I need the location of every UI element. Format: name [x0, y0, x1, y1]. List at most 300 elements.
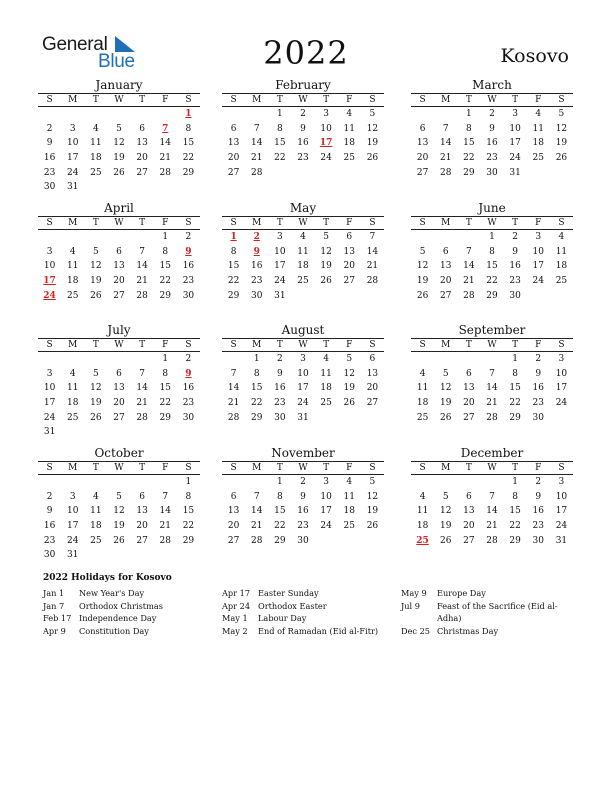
- day-cell: 1: [162, 354, 169, 365]
- day-cell: 28: [136, 412, 148, 423]
- holiday-row: [43, 600, 218, 613]
- holiday-column: [222, 587, 397, 638]
- day-cell: 26: [90, 290, 102, 301]
- day-cell: 4: [558, 232, 565, 243]
- day-cell: 3: [300, 354, 306, 365]
- day-cell: 23: [509, 276, 521, 287]
- weekday-header: F: [527, 217, 550, 230]
- day-cell: 24: [66, 167, 79, 178]
- day-cell: 24: [555, 521, 568, 532]
- empty-day-cell: [527, 288, 550, 303]
- day-cell: 21: [366, 261, 379, 272]
- day-cell: 22: [182, 153, 195, 164]
- empty-day-cell: [315, 288, 338, 303]
- weekday-header: W: [291, 217, 314, 230]
- empty-day-cell: [268, 165, 291, 180]
- day-cell: 9: [46, 138, 53, 149]
- weekday-header: W: [291, 339, 314, 352]
- month-table: [222, 338, 384, 425]
- day-cell: 20: [113, 398, 125, 409]
- day-cell: 19: [113, 153, 125, 164]
- empty-day-cell: [434, 475, 457, 490]
- day-cell: 14: [227, 383, 240, 394]
- day-cell: 29: [159, 290, 171, 301]
- holiday-date: Apr 24: [222, 600, 251, 611]
- empty-day-cell: [154, 548, 177, 563]
- day-cell: 20: [136, 521, 148, 532]
- day-cell: 14: [159, 506, 171, 517]
- weekday-header: M: [61, 339, 84, 352]
- day-cell: 11: [532, 123, 544, 134]
- day-cell: 1: [162, 232, 169, 243]
- weekday-header: F: [338, 339, 361, 352]
- day-cell: 12: [90, 383, 102, 394]
- holiday-day-cell: 2: [253, 232, 260, 243]
- weekday-header: S: [550, 339, 573, 352]
- day-cell: 7: [162, 491, 169, 502]
- empty-day-cell: [434, 107, 457, 122]
- month-january: [38, 78, 200, 195]
- empty-day-cell: [411, 475, 434, 490]
- day-cell: 13: [136, 138, 148, 149]
- day-cell: 7: [465, 246, 472, 257]
- day-cell: 12: [366, 491, 379, 502]
- month-table: [38, 216, 200, 303]
- holiday-date: Apr 9: [43, 626, 66, 637]
- day-cell: 7: [489, 491, 495, 502]
- day-cell: 22: [486, 276, 498, 287]
- day-cell: 29: [227, 290, 240, 301]
- day-cell: 16: [274, 383, 286, 394]
- day-cell: 30: [509, 290, 521, 301]
- day-cell: 19: [113, 521, 125, 532]
- empty-day-cell: [222, 107, 245, 122]
- day-cell: 13: [136, 506, 148, 517]
- weekday-header: M: [61, 462, 84, 475]
- day-cell: 27: [136, 535, 148, 546]
- day-cell: 7: [253, 123, 260, 134]
- day-cell: 27: [343, 276, 355, 287]
- empty-day-cell: [434, 230, 457, 245]
- day-cell: 20: [463, 398, 475, 409]
- day-cell: 24: [66, 535, 79, 546]
- empty-day-cell: [84, 107, 107, 122]
- weekday-header: W: [480, 462, 503, 475]
- day-cell: 26: [439, 535, 452, 546]
- empty-day-cell: [291, 288, 314, 303]
- day-cell: 26: [366, 521, 379, 532]
- month-table: [38, 93, 200, 195]
- day-cell: 5: [369, 477, 376, 488]
- month-table: [411, 216, 573, 303]
- day-cell: 4: [323, 354, 329, 365]
- day-cell: 22: [182, 521, 195, 532]
- day-cell: 28: [486, 535, 498, 546]
- holiday-day-cell: 7: [162, 123, 169, 134]
- day-cell: 10: [66, 138, 79, 149]
- holiday-date: Dec 25: [401, 626, 431, 637]
- day-cell: 17: [555, 506, 568, 517]
- day-cell: 6: [465, 368, 472, 379]
- day-cell: 7: [253, 491, 260, 502]
- month-may: [222, 201, 384, 303]
- day-cell: 24: [320, 153, 332, 164]
- day-cell: 26: [113, 535, 125, 546]
- weekday-header: W: [107, 94, 130, 107]
- weekday-header: S: [411, 94, 434, 107]
- empty-day-cell: [245, 107, 268, 122]
- day-cell: 18: [297, 261, 309, 272]
- empty-day-cell: [315, 165, 338, 180]
- day-cell: 15: [509, 383, 521, 394]
- day-cell: 15: [182, 138, 195, 149]
- day-cell: 3: [558, 477, 565, 488]
- day-cell: 11: [555, 246, 568, 257]
- empty-day-cell: [361, 533, 384, 548]
- day-cell: 27: [463, 412, 475, 423]
- day-cell: 4: [69, 368, 76, 379]
- holiday-column: [43, 587, 218, 638]
- empty-day-cell: [38, 352, 61, 367]
- holiday-name: Christmas Day: [437, 626, 499, 637]
- day-cell: 18: [90, 153, 102, 164]
- holiday-row: [401, 600, 576, 625]
- empty-day-cell: [338, 288, 361, 303]
- month-title: August: [281, 323, 325, 337]
- day-cell: 5: [116, 491, 122, 502]
- empty-day-cell: [107, 180, 130, 195]
- day-cell: 23: [182, 398, 195, 409]
- day-cell: 20: [416, 153, 429, 164]
- day-cell: 28: [159, 535, 171, 546]
- day-cell: 6: [139, 491, 145, 502]
- day-cell: 29: [159, 412, 171, 423]
- day-cell: 23: [43, 167, 56, 178]
- day-cell: 21: [486, 521, 498, 532]
- day-cell: 14: [486, 506, 498, 517]
- day-cell: 25: [66, 412, 79, 423]
- day-cell: 19: [366, 506, 379, 517]
- day-cell: 7: [489, 368, 495, 379]
- weekday-header: S: [361, 462, 384, 475]
- day-cell: 9: [300, 123, 306, 134]
- weekday-header: F: [154, 462, 177, 475]
- day-cell: 10: [43, 383, 56, 394]
- day-cell: 11: [66, 261, 79, 272]
- day-cell: 23: [297, 153, 309, 164]
- weekday-header: M: [245, 462, 268, 475]
- month-october: [38, 446, 200, 563]
- day-cell: 6: [369, 354, 376, 365]
- day-cell: 6: [346, 232, 353, 243]
- day-cell: 28: [227, 412, 240, 423]
- day-cell: 7: [442, 123, 449, 134]
- empty-day-cell: [84, 180, 107, 195]
- day-cell: 15: [182, 506, 195, 517]
- day-cell: 11: [90, 138, 102, 149]
- day-cell: 9: [535, 491, 542, 502]
- day-cell: 20: [463, 521, 475, 532]
- day-cell: 4: [300, 232, 306, 243]
- empty-day-cell: [131, 180, 154, 195]
- day-cell: 17: [66, 521, 79, 532]
- day-cell: 24: [320, 521, 332, 532]
- holiday-day-cell: 1: [185, 109, 192, 120]
- holiday-name: Easter Sunday: [258, 588, 319, 598]
- weekday-header: F: [338, 462, 361, 475]
- day-cell: 28: [250, 535, 263, 546]
- weekday-header: S: [411, 462, 434, 475]
- day-cell: 8: [185, 491, 192, 502]
- day-cell: 25: [343, 521, 355, 532]
- weekday-header: M: [434, 462, 457, 475]
- day-cell: 8: [512, 368, 518, 379]
- weekday-header: M: [245, 94, 268, 107]
- holiday-row: [43, 625, 218, 638]
- month-july: [38, 323, 200, 440]
- day-cell: 22: [274, 153, 286, 164]
- weekday-header: S: [38, 339, 61, 352]
- day-cell: 13: [227, 138, 240, 149]
- day-cell: 18: [343, 506, 355, 517]
- empty-day-cell: [131, 352, 154, 367]
- day-cell: 2: [489, 109, 495, 120]
- weekday-header: S: [222, 339, 245, 352]
- day-cell: 24: [274, 276, 286, 287]
- month-june: [411, 201, 573, 303]
- day-cell: 30: [297, 535, 309, 546]
- holiday-day-cell: 24: [43, 290, 56, 301]
- day-cell: 3: [69, 491, 76, 502]
- day-cell: 12: [90, 261, 102, 272]
- holiday-day-cell: 9: [185, 246, 192, 257]
- day-cell: 11: [343, 491, 355, 502]
- day-cell: 24: [43, 412, 56, 423]
- weekday-header: F: [527, 339, 550, 352]
- day-cell: 1: [253, 354, 260, 365]
- empty-day-cell: [550, 165, 573, 180]
- holiday-row: [401, 625, 576, 638]
- day-cell: 18: [66, 276, 79, 287]
- day-cell: 15: [227, 261, 240, 272]
- empty-day-cell: [550, 410, 573, 425]
- empty-day-cell: [177, 180, 200, 195]
- day-cell: 18: [343, 138, 355, 149]
- day-cell: 2: [276, 354, 283, 365]
- day-cell: 19: [439, 521, 452, 532]
- weekday-header: S: [38, 462, 61, 475]
- day-cell: 19: [439, 398, 452, 409]
- holiday-date: May 2: [222, 626, 248, 637]
- day-cell: 16: [182, 261, 195, 272]
- day-cell: 27: [416, 167, 429, 178]
- holiday-row: [43, 612, 218, 625]
- day-cell: 5: [323, 232, 329, 243]
- weekday-header: T: [131, 462, 154, 475]
- day-cell: 10: [320, 123, 332, 134]
- day-cell: 12: [439, 383, 452, 394]
- day-cell: 31: [274, 290, 286, 301]
- day-cell: 31: [66, 550, 79, 561]
- day-cell: 11: [343, 123, 355, 134]
- day-cell: 18: [320, 383, 332, 394]
- weekday-header: W: [107, 462, 130, 475]
- day-cell: 30: [182, 290, 195, 301]
- day-cell: 30: [532, 412, 544, 423]
- day-cell: 6: [139, 123, 145, 134]
- weekday-header: T: [131, 94, 154, 107]
- day-cell: 31: [43, 427, 56, 438]
- day-cell: 18: [555, 261, 568, 272]
- day-cell: 21: [250, 521, 263, 532]
- weekday-header: S: [177, 94, 200, 107]
- empty-day-cell: [61, 425, 84, 440]
- holiday-day-cell: 17: [319, 138, 333, 149]
- empty-day-cell: [84, 352, 107, 367]
- day-cell: 17: [43, 398, 56, 409]
- day-cell: 27: [463, 535, 475, 546]
- day-cell: 5: [116, 123, 122, 134]
- holiday-name: Constitution Day: [79, 626, 149, 637]
- empty-day-cell: [38, 230, 61, 245]
- empty-day-cell: [154, 475, 177, 490]
- day-cell: 16: [43, 153, 56, 164]
- day-cell: 6: [419, 123, 426, 134]
- day-cell: 14: [159, 138, 171, 149]
- day-cell: 26: [113, 167, 125, 178]
- day-cell: 14: [136, 383, 148, 394]
- day-cell: 25: [416, 412, 429, 423]
- day-cell: 24: [555, 398, 568, 409]
- day-cell: 28: [366, 276, 379, 287]
- weekday-header: S: [550, 462, 573, 475]
- month-april: [38, 201, 200, 303]
- empty-day-cell: [245, 475, 268, 490]
- day-cell: 1: [512, 477, 518, 488]
- day-cell: 31: [555, 535, 568, 546]
- weekday-header: F: [527, 462, 550, 475]
- weekday-header: M: [245, 339, 268, 352]
- day-cell: 21: [439, 153, 452, 164]
- holiday-row: [222, 600, 397, 613]
- day-cell: 13: [416, 138, 429, 149]
- day-cell: 10: [509, 123, 521, 134]
- day-cell: 13: [113, 261, 125, 272]
- holiday-row: [43, 587, 218, 600]
- holiday-day-cell: 9: [253, 246, 260, 257]
- day-cell: 18: [416, 521, 429, 532]
- holiday-date: May 1: [222, 613, 248, 624]
- logo-word-general: General: [42, 34, 108, 55]
- day-cell: 29: [250, 412, 263, 423]
- day-cell: 22: [159, 398, 171, 409]
- day-cell: 6: [442, 246, 449, 257]
- day-cell: 10: [532, 246, 544, 257]
- day-cell: 3: [323, 109, 329, 120]
- day-cell: 25: [90, 167, 102, 178]
- day-cell: 15: [463, 138, 475, 149]
- day-cell: 8: [512, 491, 518, 502]
- day-cell: 15: [159, 383, 171, 394]
- day-cell: 10: [43, 261, 56, 272]
- day-cell: 5: [442, 368, 449, 379]
- weekday-header: W: [291, 462, 314, 475]
- day-cell: 28: [250, 167, 263, 178]
- day-cell: 16: [509, 261, 521, 272]
- day-cell: 20: [113, 276, 125, 287]
- day-cell: 21: [463, 276, 475, 287]
- empty-day-cell: [38, 107, 61, 122]
- day-cell: 23: [532, 521, 544, 532]
- month-november: [222, 446, 384, 548]
- day-cell: 10: [297, 368, 309, 379]
- day-cell: 21: [159, 521, 171, 532]
- month-table: [411, 338, 573, 425]
- empty-day-cell: [338, 165, 361, 180]
- day-cell: 25: [90, 535, 102, 546]
- day-cell: 6: [465, 491, 472, 502]
- empty-day-cell: [131, 475, 154, 490]
- weekday-header: W: [291, 94, 314, 107]
- day-cell: 25: [66, 290, 79, 301]
- day-cell: 29: [463, 167, 475, 178]
- day-cell: 13: [463, 506, 475, 517]
- day-cell: 9: [46, 506, 53, 517]
- empty-day-cell: [154, 107, 177, 122]
- empty-day-cell: [550, 288, 573, 303]
- day-cell: 2: [185, 354, 192, 365]
- day-cell: 22: [274, 521, 286, 532]
- weekday-header: S: [222, 217, 245, 230]
- day-cell: 12: [555, 123, 568, 134]
- day-cell: 13: [366, 368, 379, 379]
- day-cell: 26: [439, 412, 452, 423]
- day-cell: 16: [532, 506, 544, 517]
- weekday-header: S: [222, 462, 245, 475]
- day-cell: 2: [535, 354, 542, 365]
- holiday-name: Labour Day: [258, 613, 307, 624]
- holiday-name: Orthodox Easter: [258, 600, 327, 611]
- day-cell: 28: [136, 290, 148, 301]
- holiday-day-cell: 17: [43, 276, 56, 287]
- month-table: [411, 461, 573, 548]
- day-cell: 8: [230, 246, 237, 257]
- holiday-row: [222, 587, 397, 600]
- day-cell: 26: [366, 153, 379, 164]
- day-cell: 23: [486, 153, 498, 164]
- day-cell: 24: [532, 276, 544, 287]
- day-cell: 29: [182, 167, 195, 178]
- day-cell: 23: [297, 521, 309, 532]
- month-title: March: [472, 78, 512, 92]
- day-cell: 3: [276, 232, 283, 243]
- weekday-header: T: [268, 339, 291, 352]
- day-cell: 1: [489, 232, 495, 243]
- month-table: [222, 93, 384, 180]
- day-cell: 31: [297, 412, 309, 423]
- day-cell: 2: [512, 232, 518, 243]
- holiday-name: End of Ramadan (Eid al-Fitr): [258, 626, 379, 637]
- day-cell: 20: [227, 521, 240, 532]
- day-cell: 23: [43, 535, 56, 546]
- day-cell: 26: [90, 412, 102, 423]
- day-cell: 16: [297, 506, 309, 517]
- holiday-name: Independence Day: [79, 613, 157, 624]
- day-cell: 18: [416, 398, 429, 409]
- empty-day-cell: [222, 475, 245, 490]
- weekday-header: T: [131, 339, 154, 352]
- day-cell: 16: [486, 138, 498, 149]
